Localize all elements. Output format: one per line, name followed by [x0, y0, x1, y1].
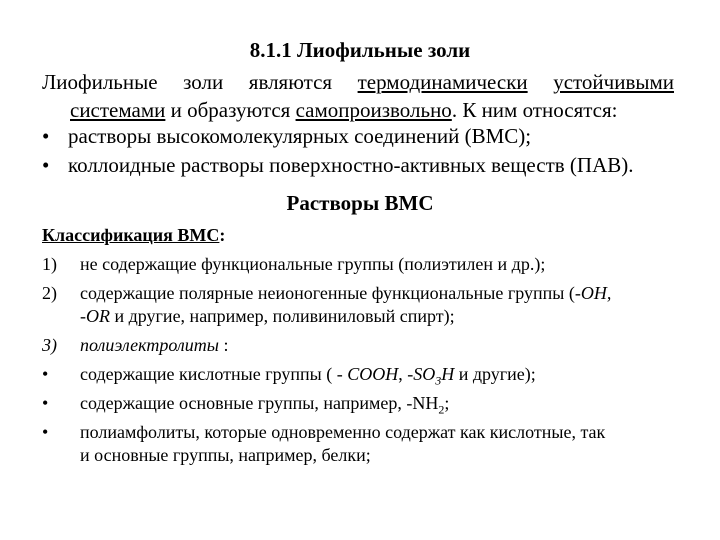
intro-word: золи	[183, 70, 224, 94]
intro-word-underlined: термодинамически	[357, 70, 528, 94]
list-text-italic: -OR	[80, 306, 110, 326]
list-text: и другие);	[454, 364, 536, 384]
list-text: ;	[444, 393, 450, 413]
list-text-italic: -OH,	[574, 283, 612, 303]
bullet-item	[42, 153, 634, 178]
section-title: 8.1.1 Лиофильные золи	[249, 38, 471, 62]
formula-subscript: 2	[438, 402, 445, 417]
intro-line-1	[42, 68, 674, 96]
formula-text: H	[441, 364, 455, 384]
bullet-text: растворы высокомолекулярных соединений (ВМС);	[68, 124, 532, 148]
intro-word-underlined: устойчивыми	[553, 70, 674, 94]
formula-text: COOH	[347, 364, 399, 384]
sub-bullet-text	[80, 363, 536, 386]
bullet-marker: •	[42, 393, 49, 413]
list-text-italic: полиэлектролиты	[80, 335, 219, 355]
list-marker: 3)	[42, 335, 57, 355]
list-text: содержащие кислотные группы ( -	[80, 364, 348, 384]
classification-heading-text: Классификация ВМС	[42, 225, 220, 245]
bullet-marker: •	[42, 422, 49, 442]
list-text: не содержащие функциональные группы (полиэтилен и др.);	[80, 254, 546, 274]
subsection-title: Растворы ВМС	[286, 191, 434, 215]
intro-underlined: самопроизвольно	[295, 98, 452, 122]
list-text: ,	[398, 364, 408, 384]
intro-line-2	[42, 96, 674, 124]
intro-underlined: системами	[70, 98, 166, 122]
sub-bullet-text	[80, 392, 449, 415]
classification-colon: :	[219, 225, 226, 245]
list-text-line	[80, 334, 228, 357]
intro-word: Лиофильные	[42, 70, 158, 94]
intro-word: являются	[248, 70, 333, 94]
list-text: :	[218, 335, 229, 355]
bullet-marker: •	[42, 364, 49, 384]
sub-bullet-text-line-2: и основные группы, например, белки;	[80, 445, 371, 465]
list-marker: 2)	[42, 283, 57, 303]
classification-heading	[42, 225, 225, 246]
formula-subscript: 3	[435, 373, 442, 388]
sub-bullet-text-line-1: полиамфолиты, которые одновременно содержат как кислотные, так	[80, 422, 606, 442]
intro-text: . К ним относятся:	[451, 98, 618, 122]
list-marker: 1)	[42, 254, 57, 274]
bullet-marker: •	[42, 153, 50, 177]
formula-text: -SO	[407, 364, 436, 384]
list-text-line-2	[80, 305, 455, 328]
list-text: содержащие основные группы, например, -NH	[80, 393, 439, 413]
list-text: содержащие полярные неионогенные функциональные группы (	[80, 283, 575, 303]
list-text: и другие, например, поливиниловый спирт);	[110, 306, 455, 326]
bullet-marker: •	[42, 124, 50, 148]
intro-text: и образуются	[165, 98, 296, 122]
intro-paragraph	[42, 68, 674, 124]
list-text-line-1	[80, 282, 611, 305]
bullet-item	[42, 124, 531, 149]
bullet-text: коллоидные растворы поверхностно-активных веществ (ПАВ).	[68, 153, 634, 177]
